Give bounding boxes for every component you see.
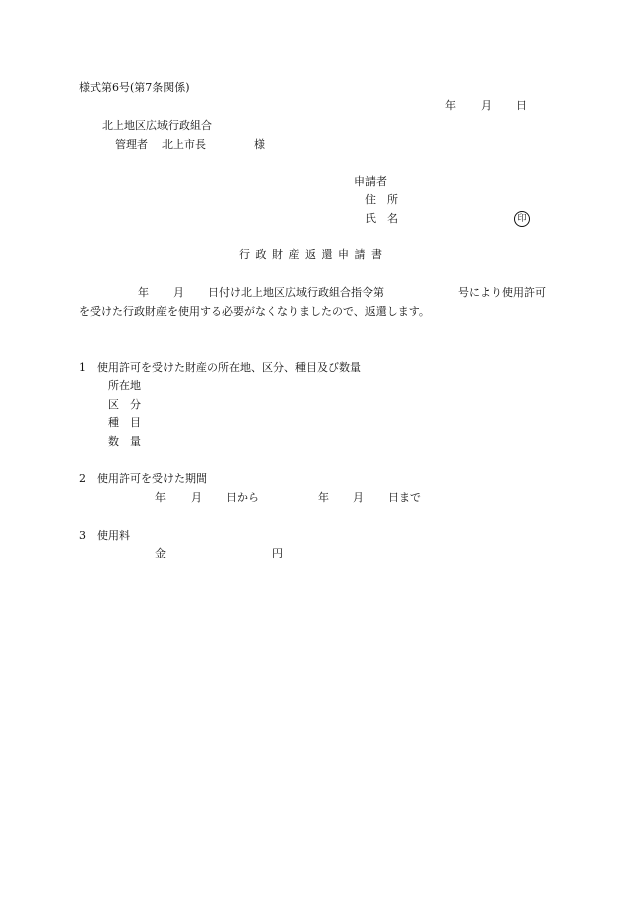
document-title: 行 政 財 産 返 還 申 請 書 (239, 248, 383, 261)
addressee-org: 北上地区広域行政組合 (102, 119, 212, 132)
body-year: 年 (138, 286, 149, 299)
period-to-month: 月 (353, 491, 364, 504)
body-permit-text: 号により使用許可 (458, 286, 546, 299)
honorific: 様 (254, 138, 265, 151)
body-return-text: を受けた行政財産を使用する必要がなくなりましたので、返還します。 (79, 305, 430, 318)
section1-item-category: 区 分 (108, 398, 141, 411)
date-year: 年 (445, 99, 456, 112)
section1-item-quantity: 数 量 (108, 435, 141, 448)
body-month: 月 (173, 286, 184, 299)
date-month: 月 (481, 99, 492, 112)
manager-label: 管理者 (115, 138, 148, 151)
period-from-year: 年 (155, 491, 166, 504)
period-to-year: 年 (318, 491, 329, 504)
applicant-name-label: 氏 名 (365, 212, 398, 225)
period-from-day: 日から (226, 491, 259, 504)
period-to-day: 日まで (388, 491, 421, 504)
applicant-label: 申請者 (354, 175, 387, 188)
seal-mark: 印 (514, 211, 530, 227)
manager-name: 北上市長 (162, 138, 206, 151)
section2-heading: 2 使用許可を受けた期間 (79, 472, 207, 485)
fee-kin: 金 (155, 547, 166, 560)
form-label: 様式第6号(第7条関係) (79, 81, 190, 94)
period-from-month: 月 (191, 491, 202, 504)
section1-heading: 1 使用許可を受けた財産の所在地、区分、種目及び数量 (79, 361, 361, 374)
date-day: 日 (516, 99, 527, 112)
fee-yen: 円 (272, 547, 283, 560)
applicant-address-label: 住 所 (365, 193, 398, 206)
section1-item-location: 所在地 (108, 379, 141, 392)
section1-item-type: 種 目 (108, 416, 141, 429)
section3-heading: 3 使用料 (79, 529, 130, 542)
body-order-text: 日付け北上地区広域行政組合指令第 (208, 286, 384, 299)
